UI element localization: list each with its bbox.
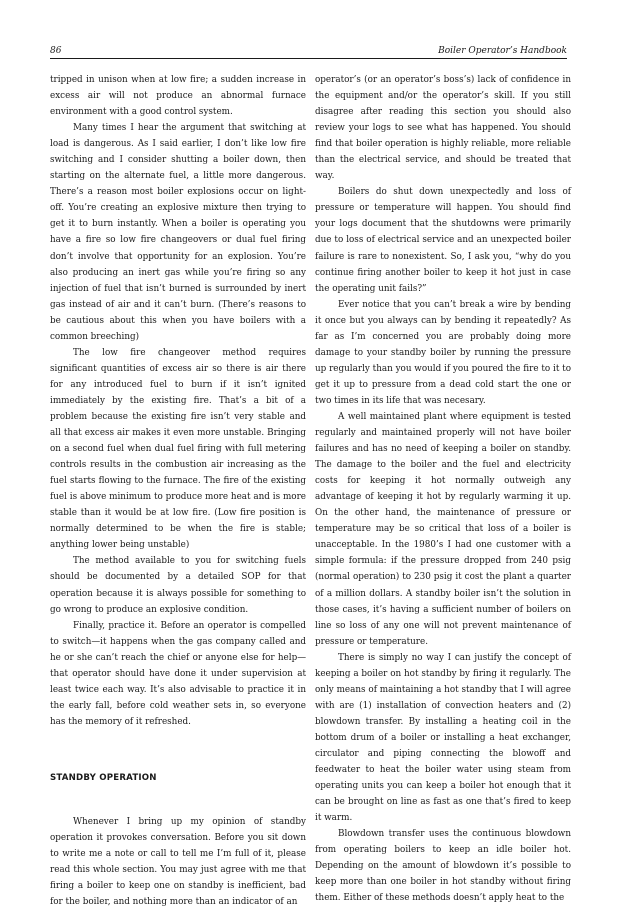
- paragraph: tripped in unison when at low fire; a sudden increase in excess air will not produce an abnormal furnace environment with a good control system.: [50, 75, 306, 118]
- page-number: 86: [50, 46, 62, 56]
- left-column: [50, 72, 306, 908]
- section-heading: STANDBY OPERATION: [50, 772, 157, 783]
- running-header: [50, 40, 567, 56]
- paragraph: The low fire changeover method requires significant quantities of excess air so there is air there for any introduced fuel to burn if it isn’t ignited immediately by the existing fire. That’s a bit of a problem because the existing fire isn’t very stable and all that excess air makes it even more unstable. Bringing on a second fuel when dual fuel firing with full metering controls results in the combustion air increasing as the fuel starts flowing to the furnace. The fire of the existing fuel is above minimum to produce more heat and is more stable than it would be at low fire. (Low fire position is normally determined to be when the fire is stable; anything lower being unstable): [50, 347, 306, 551]
- paragraph: There is simply no way I can justify the concept of keeping a boiler on hot standby by firing it regularly. The only means of maintaining a hot standby that I will agree with are (1) installation of convection heaters and (2) blowdown transfer. By installing a heating coil in the bottom drum of a boiler or installing a heat exchanger, circulator and piping connecting the blowoff and feedwater to heat the boiler water using steam from operating units you can keep a boiler hot enough that it can be brought on line as fast as one that’s fired to keep it warm.: [315, 652, 571, 824]
- paragraph: Many times I hear the argument that switching at load is dangerous. As I said earlier, I don’t like low fire switching and I consider shutting a boiler down, then starting on the alternate fuel, a little more dangerous. There’s a reason most boiler explosions occur on light-off. You’re creating an explosive mixture then trying to get it to burn instantly. When a boiler is operating you have a fire so low fire changeovers or dual fuel firing don’t involve that opportunity for an explosion. You’re also producing an inert gas while you’re firing so any injection of fuel that isn’t burned is surrounded by inert gas instead of air and it can’t burn. (There’s reasons to be cautious about this when you have boilers with a common breeching): [50, 123, 306, 342]
- paragraph: Whenever I bring up my opinion of standby operation it provokes conversation. Before you sit down to write me a note or call to tell me I’m full of it, please read this whole section. You may just agree with me that firing a boiler to keep one on standby is inefficient, bad for the boiler, and nothing more than an indicator of an: [50, 816, 306, 908]
- paragraph: Finally, practice it. Before an operator is compelled to switch—it happens when the gas company called and he or she can’t reach the chief or anyone else for help—that operator should have done it under supervision at least twice each way. It’s also advisable to practice it in the early fall, before cold weather sets in, so everyone has the memory of it refreshed.: [50, 620, 306, 727]
- paragraph: Blowdown transfer uses the continuous blowdown from operating boilers to keep an idle boiler hot. Depending on the amount of blowdown it’s possible to keep more than one boiler in hot standby without firing them. Either of these methods doesn’t apply heat to the: [315, 829, 571, 904]
- paragraph: A well maintained plant where equipment is tested regularly and maintained properly will not have boiler failures and has no need of keeping a boiler on standby. The damage to the boiler and the fuel and electricity costs for keeping it hot normally outweigh any advantage of keeping it hot by regularly warming it up. On the other hand, the maintenance of pressure or temperature may be so critical that loss of a boiler is unacceptable. In the 1980’s I had one customer with a simple formula: if the pressure dropped from 240 psig (normal operation) to 230 psig it cost the plant a quarter of a million dollars. A standby boiler isn’t the solution in those cases, it’s having a sufficient number of boilers on line so loss of any one will not prevent maintenance of pressure or temperature.: [315, 411, 571, 647]
- paragraph: Boilers do shut down unexpectedly and loss of pressure or temperature will happen. You should find your logs document that the shutdowns were primarily due to loss of electrical service and an unexpected boiler failure is rare to nonexistent. So, I ask you, “why do you continue firing another boiler to keep it hot just in case the operating unit fails?”: [315, 187, 571, 294]
- running-title: Boiler Operator’s Handbook: [438, 46, 567, 56]
- right-column: [315, 72, 571, 904]
- paragraph: operator’s (or an operator’s boss’s) lack of confidence in the equipment and/or the operator’s skill. If you still disagree after reading this section you should also review your logs to see what has happened. You should find that boiler operation is highly reliable, more reliable than the electrical service, and should be treated that way.: [315, 75, 571, 182]
- header-rule: [50, 58, 567, 59]
- paragraph: The method available to you for switching fuels should be documented by a detailed SOP for that operation because it is always possible for something to go wrong to produce an explosive condition.: [50, 556, 306, 615]
- paragraph: Ever notice that you can’t break a wire by bending it once but you always can by bending it repeatedly? As far as I’m concerned you are probably doing more damage to your standby boiler by running the pressure up regularly than you would if you poured the fire to it to get it up to pressure from a dead cold start the one or two times in its life that was necesary.: [315, 299, 571, 406]
